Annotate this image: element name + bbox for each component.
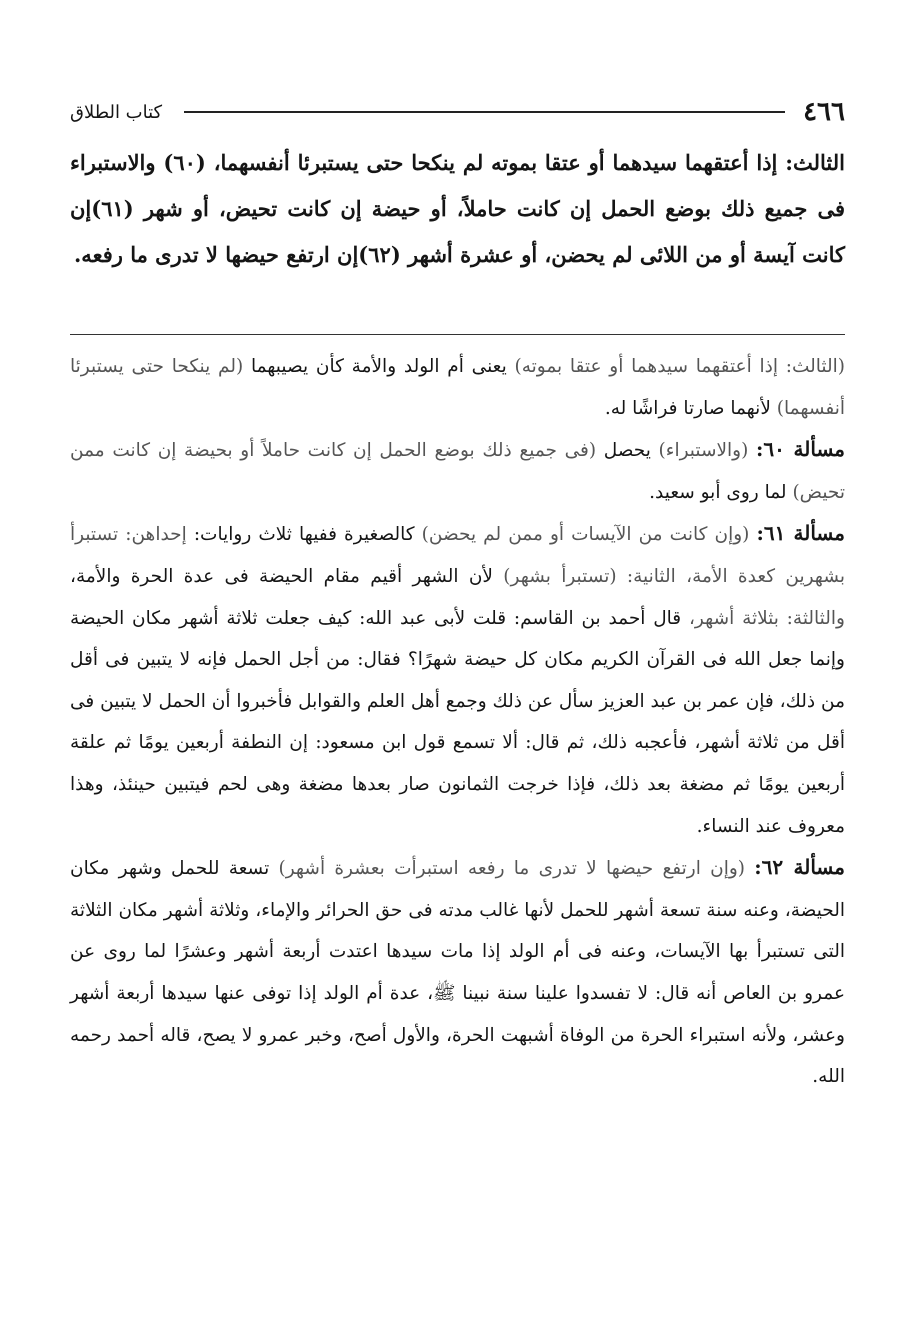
commentary-intro bbox=[70, 346, 845, 429]
commentary-text: قال أحمد بن القاسم: قلت لأبى عبد الله: كيف جعلت ثلاثة أشهر مكان الحيضة وإنما جعل الله فى القرآن الكريم مكان كل حيضة شهرًا؟ فقال: من أجل الحمل فإنه لا يتبين فى أقل من ذلك، فإن عمر بن عبد العزيز سأل عن ذلك وجمع أهل العلم والقوابل فأخبروا أن الحمل لا يتبين فى أقل من ثلاثة أشهر، فأعجبه ذلك، ثم قال: ألا تسمع قول ابن مسعود: إن النطفة أربعين يومًا ثم علقة أربعين يومًا ثم مضغة بعد ذلك، فإذا خرجت الثمانون صار بعدها مضغة وهى لحم فيتبين حينئذ، وهذا معروف عند النساء. bbox=[70, 607, 845, 837]
commentary-text: كالصغيرة ففيها ثلاث روايات: bbox=[193, 524, 415, 546]
book-title: كتاب الطلاق bbox=[70, 101, 163, 123]
commentary bbox=[70, 346, 845, 1098]
masala-label: مسألة ٦٢: bbox=[754, 855, 845, 880]
masala-61 bbox=[70, 513, 845, 847]
header-rule bbox=[184, 111, 785, 113]
quoted-text: (وإن ارتفع حيضها لا تدرى ما رفعه استبرأت بعشرة أشهر) bbox=[278, 858, 746, 880]
page-number: ٤٦٦ bbox=[803, 97, 845, 127]
main-text bbox=[70, 140, 845, 278]
masala-label: مسألة ٦٠: bbox=[755, 437, 846, 462]
commentary-text: يعنى أم الولد والأمة كأن يصيبهما bbox=[250, 356, 507, 377]
commentary-separator bbox=[70, 334, 845, 335]
quoted-text: (والاستبراء) bbox=[658, 440, 749, 462]
main-text-paragraph: الثالث: إذا أعتقهما سيدهما أو عتقا بموته لم ينكحا حتى يستبرئا أنفسهما، (٦٠) والاستبراء فى جميع ذلك بوضع الحمل إن كانت حاملاً، أو حيضة إن كانت تحيض، أو شهر (٦١)إن كانت آيسة أو من اللائى لم يحضن، أو عشرة أشهر (٦٢)إن ارتفع حيضها لا تدرى ما رفعه. bbox=[70, 150, 845, 267]
commentary-text: تسعة للحمل وشهر مكان الحيضة، وعنه سنة تسعة أشهر للحمل لأنها غالب مدته فى حق الحرائر والإماء، وثلاثة أشهر مكان الثلاثة التى تستبرأ بها الآيسات، وعنه فى أم الولد إذا مات سيدها اعتدت أربعة أشهر وعشرًا لما روى عن عمرو بن العاص أنه قال: لا تفسدوا علينا سنة نبينا ﷺ، عدة أم الولد إذا توفى عنها سيدها أربعة أشهر وعشر، ولأنه استبراء الحرة من الوفاة أشبهت الحرة، والأول أصح، وخبر عمرو لا يصح، قاله أحمد رحمه الله. bbox=[70, 858, 845, 1088]
masala-label: مسألة ٦١: bbox=[756, 521, 845, 546]
commentary-text: لأنهما صارتا فراشًا له. bbox=[604, 397, 771, 419]
masala-62 bbox=[70, 847, 845, 1098]
masala-60 bbox=[70, 429, 845, 513]
quoted-text: (فى جميع ذلك بوضع الحمل إن كانت حاملاً أو بحيضة إن كانت ممن تحيض) bbox=[70, 440, 845, 503]
quoted-text: (الثالث: إذا أعتقهما سيدهما أو عتقا بموته) bbox=[514, 356, 845, 377]
commentary-text: يحصل bbox=[603, 440, 651, 462]
commentary-text: لأن الشهر أقيم مقام الحيضة فى عدة الحرة والأمة، bbox=[70, 565, 493, 587]
page-header bbox=[70, 92, 845, 132]
commentary-text: لما روى أبو سعيد. bbox=[649, 481, 787, 503]
quoted-text: والثالثة: بثلاثة أشهر، bbox=[688, 607, 845, 629]
quoted-text: إحداهن: تستبرأ بشهرين كعدة الأمة، الثانية: (تستبرأ بشهر) bbox=[70, 524, 845, 587]
quoted-text: (وإن كانت من الآيسات أو ممن لم يحضن) bbox=[421, 524, 750, 546]
quoted-text: (لم ينكحا حتى يستبرئا أنفسهما) bbox=[70, 356, 845, 419]
